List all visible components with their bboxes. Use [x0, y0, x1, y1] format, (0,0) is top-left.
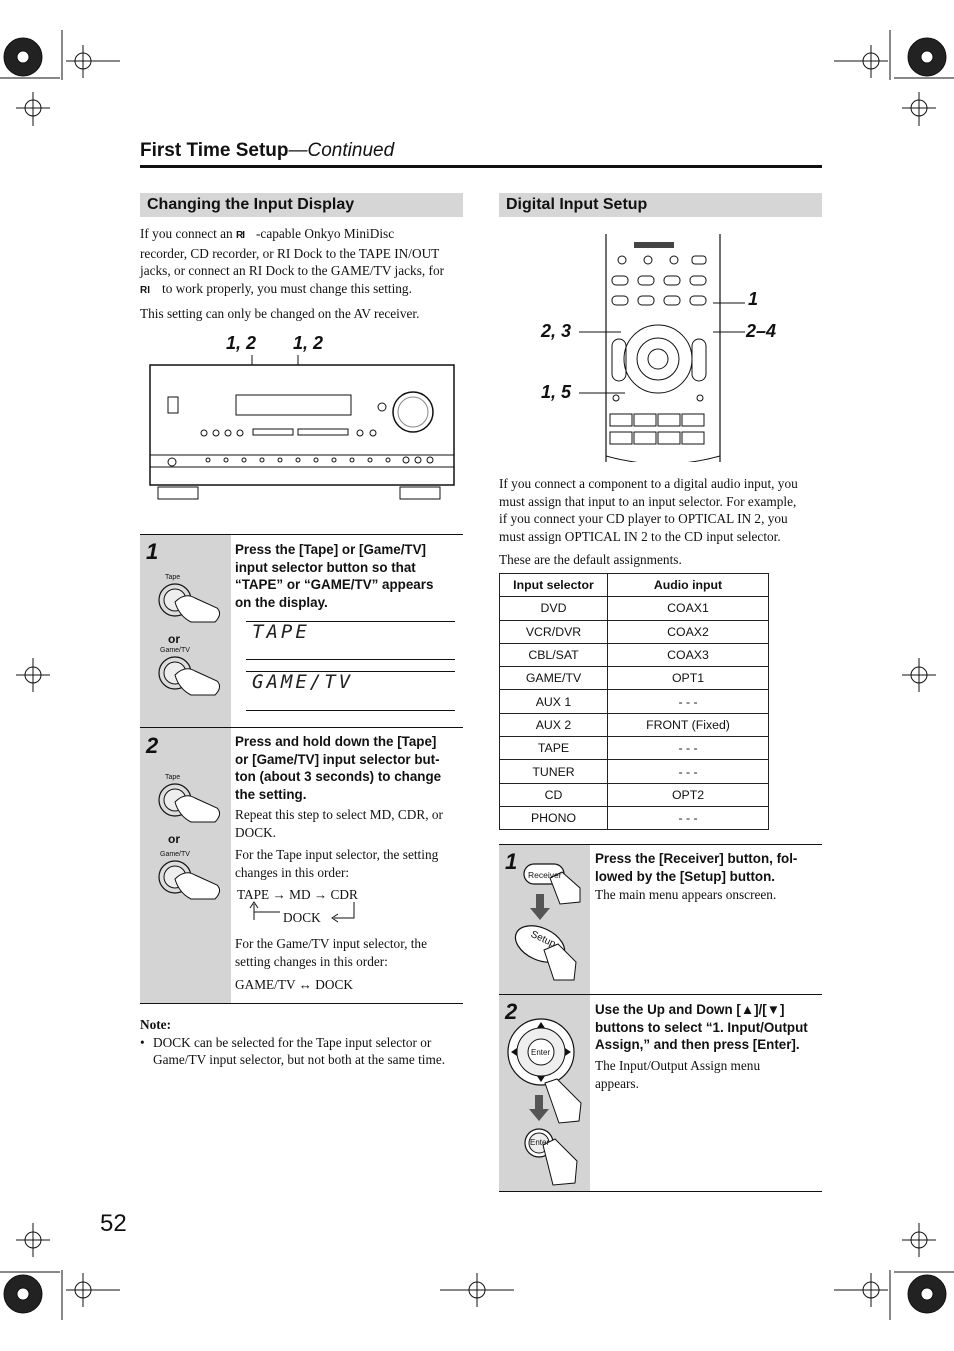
- step1-heading: [235, 541, 463, 611]
- right-step2-body: [595, 1057, 823, 1092]
- right-step1-heading: [595, 850, 823, 885]
- enter-button-label: Enter: [531, 1048, 551, 1057]
- header-rule: [140, 165, 822, 168]
- or-label: or: [168, 632, 180, 646]
- enter-arrow-press-icon: [505, 1015, 587, 1191]
- or-label: or: [168, 832, 180, 846]
- tape-button-press-icon: [155, 580, 227, 625]
- setup-button-label: Setup: [528, 928, 558, 951]
- table-row: [500, 713, 769, 736]
- game-tv-button-label: Game/TV: [160, 851, 190, 858]
- table-cell: OPT2: [608, 783, 769, 806]
- step-number: 1: [146, 539, 159, 564]
- tape-button-label: Tape: [165, 574, 181, 581]
- table-row: [500, 643, 769, 666]
- para-line: if you connect your CD player to OPTICAL IN 2, you: [499, 511, 788, 526]
- body-line: setting changes in this order:: [235, 953, 388, 969]
- dock-label: DOCK: [283, 910, 321, 925]
- table-cell: GAME/TV: [500, 667, 608, 690]
- table-cell: FRONT (Fixed): [608, 713, 769, 736]
- table-cell: COAX1: [608, 597, 769, 620]
- table-cell: - - -: [608, 737, 769, 760]
- tape-sequence: TAPE → MD → CDR: [237, 887, 358, 902]
- game-sequence: GAME/TV ↔ DOCK: [235, 977, 353, 992]
- body-line: For the Game/TV input selector, the: [235, 936, 427, 951]
- ri-logo-icon: RI: [140, 284, 150, 296]
- heading-line: lowed by the [Setup] button.: [595, 868, 776, 884]
- callout-lines: [575, 295, 745, 405]
- ri-logo-icon: RI: [236, 230, 244, 241]
- table-cell: COAX3: [608, 643, 769, 666]
- step-number: 2: [505, 999, 518, 1024]
- lcd-display-tape: TAPE: [252, 621, 310, 643]
- heading-line: Press the [Tape] or [Game/TV]: [235, 542, 426, 557]
- column-header: Audio input: [608, 574, 769, 597]
- para-line: must assign OPTICAL IN 2 to the CD input selector.: [499, 528, 781, 544]
- body-line: For the Tape input selector, the setting: [235, 847, 439, 862]
- heading-line: Press the [Receiver] button, fol-: [595, 851, 798, 866]
- table-cell: CD: [500, 783, 608, 806]
- lcd-rule: [246, 659, 455, 660]
- heading-line: input selector button so that: [235, 559, 416, 575]
- step2-heading: [235, 733, 463, 803]
- digital-input-paragraph: [499, 475, 829, 569]
- table-row: [500, 806, 769, 829]
- callout-tape-button: 1, 2: [226, 333, 257, 353]
- heading-line: or [Game/TV] input selector but-: [235, 751, 440, 767]
- intro-line: recorder, CD recorder, or RI Dock to the TAPE IN/OUT: [140, 245, 440, 261]
- table-cell: DVD: [500, 597, 608, 620]
- table-cell: VCR/DVR: [500, 620, 608, 643]
- table-row: [500, 690, 769, 713]
- table-cell: CBL/SAT: [500, 643, 608, 666]
- body-line: DOCK.: [235, 824, 277, 840]
- header-title: First Time Setup: [140, 140, 289, 161]
- section-title-input-display: Changing the Input Display: [140, 193, 463, 217]
- note-line: DOCK can be selected for the Tape input selector or: [153, 1034, 432, 1050]
- step2-body-game: [235, 935, 463, 994]
- table-cell: PHONO: [500, 806, 608, 829]
- heading-line: “TAPE” or “GAME/TV” appears: [235, 577, 434, 593]
- body-line: changes in this order:: [235, 864, 350, 880]
- table-cell: COAX2: [608, 620, 769, 643]
- table-row: [500, 597, 769, 620]
- game-tv-button-press-icon: [155, 857, 227, 902]
- receiver-button-label: Receiver: [528, 870, 562, 880]
- table-cell: AUX 1: [500, 690, 608, 713]
- table-cell: - - -: [608, 690, 769, 713]
- lcd-display-game-tv: GAME/TV: [252, 671, 354, 693]
- heading-line: the setting.: [235, 786, 307, 802]
- column-header: Input selector: [500, 574, 608, 597]
- heading-line: ton (about 3 seconds) to change: [235, 769, 442, 785]
- heading-line: on the display.: [235, 594, 328, 610]
- step2-body: [235, 806, 463, 881]
- body-line: The Input/Output Assign menu: [595, 1058, 761, 1073]
- page-number: 52: [100, 1210, 127, 1237]
- table-row: [500, 760, 769, 783]
- callout-receiver-button: 1, 5: [541, 382, 572, 402]
- callout-game-button: 1, 2: [293, 333, 324, 353]
- heading-line: Press and hold down the [Tape]: [235, 734, 437, 749]
- body-line: appears.: [595, 1075, 639, 1091]
- table-cell: AUX 2: [500, 713, 608, 736]
- note-title: Note:: [140, 1017, 172, 1032]
- note-line: Game/TV input selector, but not both at the same time.: [153, 1052, 446, 1067]
- intro-line: This setting can only be changed on the AV receiver.: [140, 306, 420, 321]
- game-tv-button-label: Game/TV: [160, 647, 190, 654]
- game-tv-button-press-icon: [155, 653, 227, 698]
- note-block: Note: • DOCK can be selected for the Tape input selector or Game/TV input selector, but not both at the same time.: [140, 1016, 470, 1069]
- table-cell: OPT1: [608, 667, 769, 690]
- intro-line: to work properly, you must change this setting.: [162, 280, 412, 296]
- callout-setup-button: 1: [748, 289, 759, 309]
- lcd-rule: [246, 710, 455, 711]
- para-line: must assign that input to an input selector. For example,: [499, 493, 797, 509]
- body-line: Repeat this step to select MD, CDR, or: [235, 807, 443, 822]
- table-row: [500, 783, 769, 806]
- step-number: 2: [146, 733, 159, 758]
- step-number: 1: [505, 849, 518, 874]
- intro-line: If you connect an: [140, 226, 233, 241]
- table-header-row: [500, 574, 769, 597]
- table-cell: TAPE: [500, 737, 608, 760]
- table-row: [500, 620, 769, 643]
- default-assignments-table: [499, 573, 769, 830]
- table-row: [500, 737, 769, 760]
- section-title-digital-input: Digital Input Setup: [499, 193, 822, 217]
- intro-line: -capable Onkyo MiniDisc: [256, 226, 395, 241]
- right-step2-heading: [595, 1001, 823, 1054]
- tape-button-label: Tape: [165, 774, 181, 781]
- header-continued: —Continued: [288, 140, 395, 161]
- page-header: [140, 140, 394, 162]
- intro-line: jacks, or connect an RI Dock to the GAME/TV jacks, for: [140, 263, 445, 278]
- step-divider: [140, 1003, 463, 1004]
- heading-line: buttons to select “1. Input/Output: [595, 1019, 808, 1035]
- table-row: [500, 667, 769, 690]
- para-line: These are the default assignments.: [499, 552, 682, 567]
- table-cell: TUNER: [500, 760, 608, 783]
- para-line: If you connect a component to a digital audio input, you: [499, 476, 798, 491]
- heading-line: Assign,” and then press [Enter].: [595, 1037, 800, 1053]
- tape-button-press-icon: [155, 780, 227, 825]
- table-cell: - - -: [608, 760, 769, 783]
- enter-button-label: Enter: [530, 1138, 550, 1147]
- heading-line: Use the Up and Down [▲]/[▼]: [595, 1002, 785, 1017]
- step-divider: [499, 1191, 822, 1192]
- table-cell: - - -: [608, 806, 769, 829]
- right-step1-body: The main menu appears onscreen.: [595, 887, 777, 902]
- callout-enter-button: 2–4: [746, 321, 777, 341]
- left-intro: [140, 225, 465, 323]
- callout-arrow-buttons: 2, 3: [541, 321, 572, 341]
- av-receiver-illustration: [148, 355, 458, 505]
